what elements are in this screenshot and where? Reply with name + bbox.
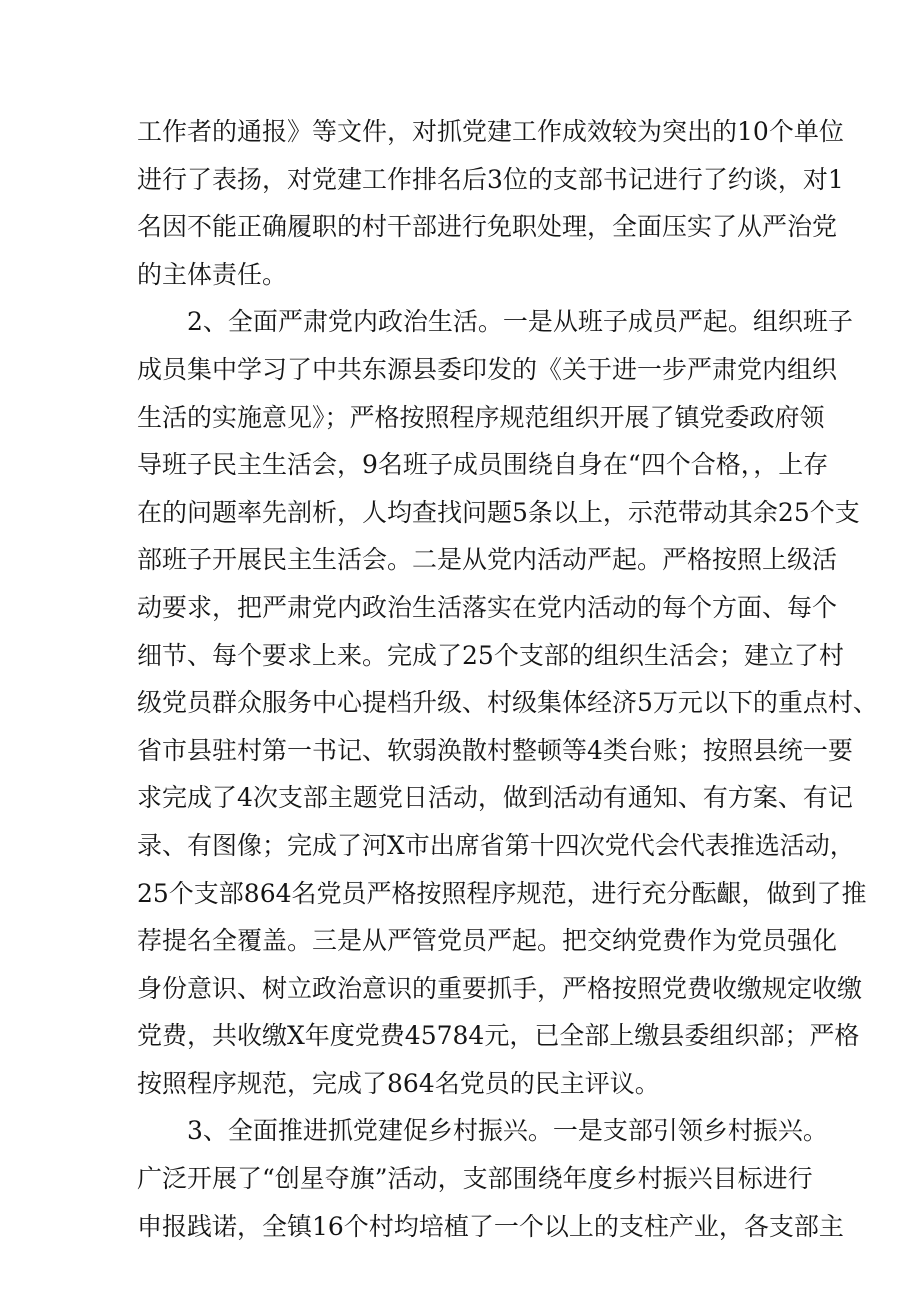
text-line: 按照程序规范，完成了864名党员的民主评议。 bbox=[137, 1068, 660, 1098]
text-line: 的主体责任。 bbox=[137, 259, 288, 289]
text-line: 名因不能正确履职的村干部进行免职处理，全面压实了从严治党 bbox=[137, 212, 838, 242]
text-line: 省市县驻村第一书记、软弱涣散村整顿等4类台账；按照县统一要 bbox=[137, 735, 853, 765]
text-line: 生活的实施意见》；严格按照程序规范组织开展了镇党委政府领 bbox=[137, 402, 825, 432]
text-line: 广泛开展了“创星夺旗”活动，支部围绕年度乡村振兴目标进行 bbox=[137, 1164, 813, 1194]
text-line: 级党员群众服务中心提档升级、村级集体经济5万元以下的重点村、 bbox=[137, 688, 878, 718]
paragraph-3-first-line: 3、全面推进抓党建促乡村振兴。一是支部引领乡村振兴。 bbox=[187, 1116, 828, 1146]
text-line: 25个支部864名党员严格按照程序规范，进行充分酝齦，做到了推 bbox=[137, 878, 867, 908]
text-line: 身份意识、树立政治意识的重要抓手，严格按照党费收缴规定收缴 bbox=[137, 973, 863, 1003]
text-line: 成员集中学习了中共东源县委印发的《关于进一步严肃党内组织 bbox=[137, 354, 838, 384]
text-line: 进行了表扬，对党建工作排名后3位的支部书记进行了约谈，对1 bbox=[137, 164, 844, 194]
text-line: 导班子民主生活会，9名班子成员围绕自身在“四个合格，，上存 bbox=[137, 450, 829, 480]
text-line: 党费，共收缴X年度党费45784元，已全部上缴县委组织部；严格 bbox=[137, 1021, 860, 1051]
text-line: 在的问题率先剖析，人均查找问题5条以上，示范带动其余25个支 bbox=[137, 497, 860, 527]
text-line: 荐提名全覆盖。三是从严管党员严起。把交纳党费作为党员强化 bbox=[137, 926, 838, 956]
document-body bbox=[137, 108, 878, 1250]
text-line: 细节、每个要求上来。完成了25个支部的组织生活会；建立了村 bbox=[137, 640, 844, 670]
text-line: 求完成了4次支部主题党日活动，做到活动有通知、有方案、有记 bbox=[137, 783, 853, 813]
text-line: 录、有图像；完成了河X市出席省第十四次党代会代表推选活动， bbox=[137, 830, 855, 860]
text-line: 部班子开展民主生活会。二是从党内活动严起。严格按照上级活 bbox=[137, 545, 838, 575]
text-line: 动要求，把严肃党内政治生活落实在党内活动的每个方面、每个 bbox=[137, 592, 838, 622]
text-line: 工作者的通报》等文件，对抓党建工作成效较为突出的10个单位 bbox=[137, 117, 844, 146]
text-line: 申报践诺，全镇16个村均培植了一个以上的支柱产业，各支部主 bbox=[137, 1211, 844, 1241]
paragraph-2-first-line: 2、全面严肃党内政治生活。一是从班子成员严起。组织班子 bbox=[187, 307, 853, 337]
